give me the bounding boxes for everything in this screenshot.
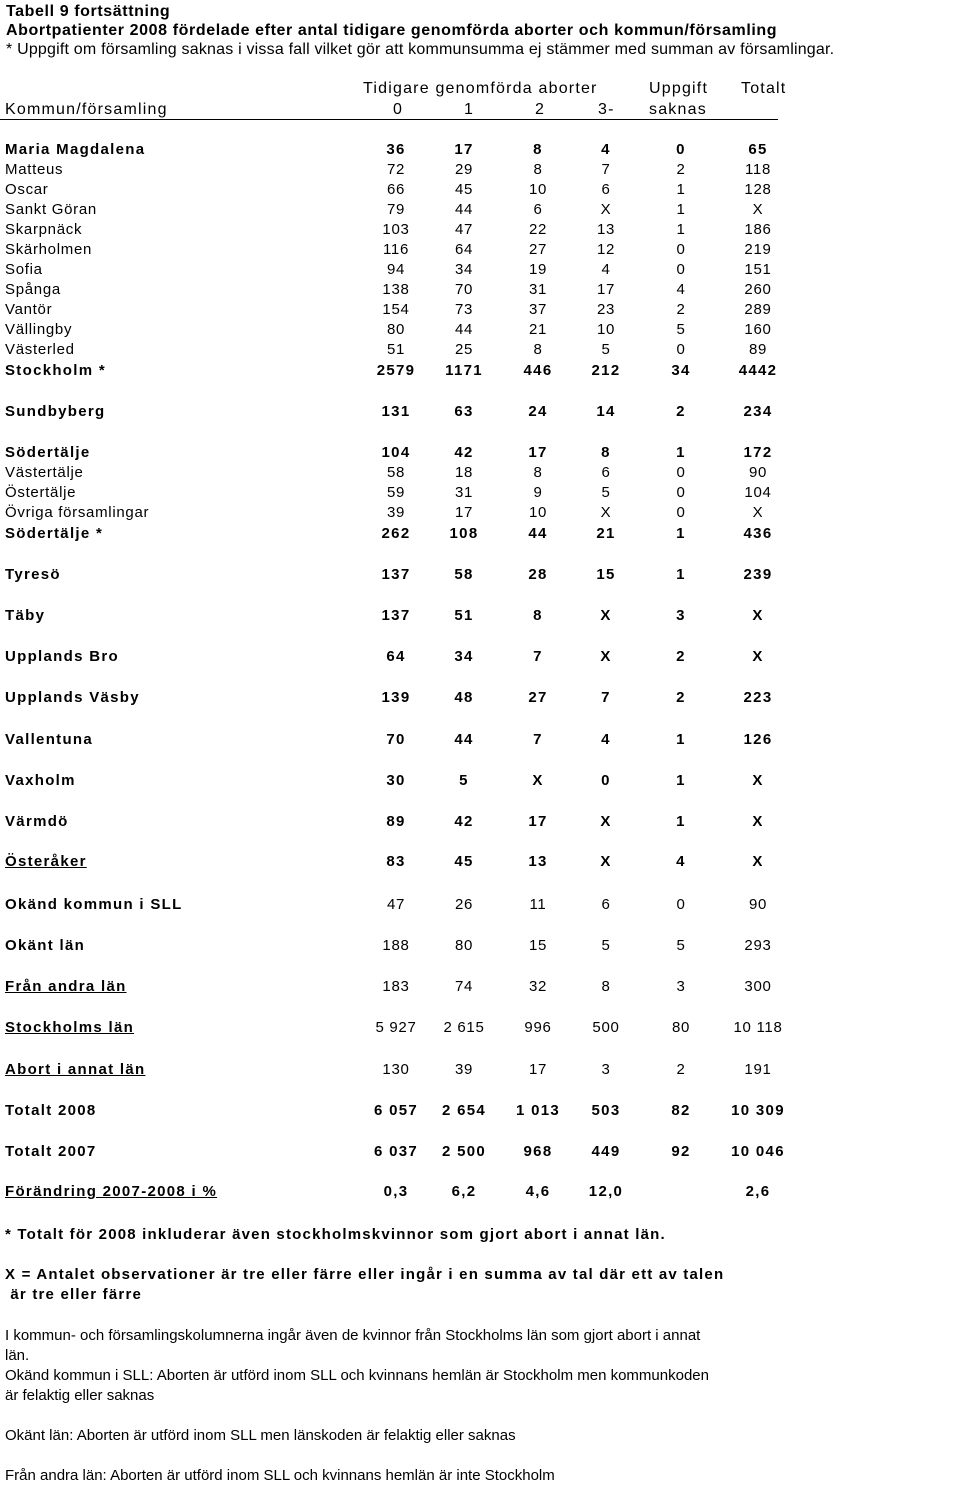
table-cell: 47 (386, 896, 406, 913)
table-note: * Uppgift om församling saknas i vissa fall vilket gör att kommunsumma ej stämmer med summan av församlingar. (6, 41, 835, 58)
row-label: Täby (5, 607, 46, 624)
table-cell: 8 (601, 444, 611, 461)
table-cell: 73 (454, 301, 474, 318)
table-cell: X (600, 504, 612, 521)
table-cell: 7 (533, 648, 543, 665)
table-cell: 0 (676, 464, 686, 481)
table-cell: 51 (386, 341, 406, 358)
table-cell: 137 (381, 607, 411, 624)
column-header-2: 2 (535, 101, 546, 118)
table-row (0, 525, 800, 545)
table-cell: 34 (454, 261, 474, 278)
table-cell: 449 (591, 1143, 621, 1160)
footnote-line: I kommun- och församlingskolumnerna ingår även de kvinnor från Stockholms län som gjort abort i annat (5, 1327, 701, 1344)
table-cell: 74 (454, 978, 474, 995)
footnote-line: Okänt län: Aborten är utförd inom SLL men länskoden är felaktig eller saknas (5, 1427, 516, 1444)
table-cell: 5 (676, 321, 686, 338)
table-cell: 4 (676, 853, 686, 870)
column-group-header: Tidigare genomförda aborter (363, 80, 598, 97)
table-cell: 2 (676, 161, 686, 178)
table-cell: 186 (744, 221, 772, 238)
row-label: Maria Magdalena (5, 141, 146, 158)
table-cell: 44 (454, 201, 474, 218)
table-cell: 139 (381, 689, 411, 706)
row-label: Vantör (5, 301, 53, 318)
table-cell: 31 (528, 281, 548, 298)
footnote-line: Okänd kommun i SLL: Aborten är utförd inom SLL och kvinnans hemlän är Stockholm men kommunkoden (5, 1367, 709, 1384)
column-header-0: 0 (393, 101, 404, 118)
table-cell: 24 (528, 403, 548, 420)
table-cell: 151 (744, 261, 772, 278)
table-cell: 0 (601, 772, 611, 789)
table-cell: 137 (381, 566, 411, 583)
table-row (0, 937, 800, 957)
table-cell: 260 (744, 281, 772, 298)
table-cell: 39 (386, 504, 406, 521)
table-cell: 0 (676, 241, 686, 258)
table-cell: 503 (591, 1102, 621, 1119)
row-label: Stockholms län (5, 1019, 135, 1036)
table-cell: 51 (454, 607, 474, 624)
table-cell: 2 615 (443, 1019, 485, 1036)
table-cell: 1 (676, 201, 686, 218)
table-cell: 4 (601, 261, 611, 278)
table-cell: 1 (676, 444, 686, 461)
column-header-3plus: 3- (598, 101, 615, 118)
table-cell: X (752, 772, 764, 789)
row-label: Okänd kommun i SLL (5, 896, 183, 913)
row-label: Från andra län (5, 978, 127, 995)
column-header-totalt: Totalt (741, 80, 787, 97)
table-cell: 234 (743, 403, 773, 420)
row-label: Förändring 2007-2008 i % (5, 1183, 218, 1200)
table-cell: 103 (382, 221, 410, 238)
table-cell: 42 (454, 444, 474, 461)
table-cell: X (752, 201, 764, 218)
table-cell: 82 (671, 1102, 691, 1119)
table-cell: 15 (528, 937, 548, 954)
table-cell: 1 (676, 566, 686, 583)
table-cell: 8 (601, 978, 611, 995)
table-cell: 1 (676, 813, 686, 830)
table-cell: 436 (743, 525, 773, 542)
table-cell: 3 (676, 978, 686, 995)
table-cell: 4 (601, 141, 611, 158)
table-cell: 64 (386, 648, 406, 665)
table-cell: 15 (596, 566, 616, 583)
table-cell: 5 (601, 484, 611, 501)
row-label: Skarpnäck (5, 221, 83, 238)
table-cell: 44 (528, 525, 548, 542)
table-cell: 9 (533, 484, 543, 501)
table-cell: X (600, 813, 612, 830)
table-row (0, 731, 800, 751)
table-cell: 18 (454, 464, 474, 481)
table-cell: 2 (676, 648, 686, 665)
table-row (0, 566, 800, 586)
table-cell: 6 (533, 201, 543, 218)
table-cell: 29 (454, 161, 474, 178)
table-row (0, 241, 800, 261)
table-row (0, 321, 800, 341)
table-cell: 10 (528, 504, 548, 521)
row-label: Okänt län (5, 937, 86, 954)
table-cell: 2 (676, 1061, 686, 1078)
table-cell: 6 (601, 464, 611, 481)
table-cell: 128 (744, 181, 772, 198)
table-cell: 94 (386, 261, 406, 278)
table-cell: 10 (596, 321, 616, 338)
table-row (0, 1019, 800, 1039)
table-cell: 59 (386, 484, 406, 501)
table-cell: 0 (676, 896, 686, 913)
table-cell: 28 (528, 566, 548, 583)
table-cell: 12,0 (588, 1183, 624, 1200)
table-cell: 8 (533, 464, 543, 481)
table-cell: 8 (533, 161, 543, 178)
table-cell: 6 057 (373, 1102, 419, 1119)
row-label: Västerled (5, 341, 75, 358)
table-row (0, 444, 800, 464)
footnote-line: Från andra län: Aborten är utförd inom SLL och kvinnans hemlän är inte Stockholm (5, 1467, 555, 1484)
table-cell: 4 (601, 731, 611, 748)
footnote-line: län. (5, 1347, 30, 1364)
header-rule (0, 119, 778, 120)
table-cell: 89 (386, 813, 406, 830)
table-cell: 83 (386, 853, 406, 870)
row-label: Vallentuna (5, 731, 94, 748)
table-cell: 126 (743, 731, 773, 748)
table-cell: 0 (676, 341, 686, 358)
table-cell: 0 (676, 484, 686, 501)
table-cell: 32 (528, 978, 548, 995)
row-label: Vällingby (5, 321, 73, 338)
table-cell: 65 (748, 141, 768, 158)
table-cell: 212 (591, 362, 621, 379)
row-label: Sundbyberg (5, 403, 106, 420)
table-cell: 0 (676, 261, 686, 278)
table-cell: 2 500 (441, 1143, 487, 1160)
table-cell: 131 (381, 403, 411, 420)
table-cell: 11 (529, 896, 547, 913)
row-label: Österåker (5, 853, 87, 870)
table-row (0, 301, 800, 321)
table-cell: 8 (533, 141, 543, 158)
table-cell: 64 (454, 241, 474, 258)
table-cell: 968 (523, 1143, 553, 1160)
table-cell: 191 (744, 1061, 772, 1078)
table-cell: 2 (676, 301, 686, 318)
table-cell: 36 (386, 141, 406, 158)
table-cell: 293 (744, 937, 772, 954)
row-label: Skärholmen (5, 241, 93, 258)
table-row (0, 362, 800, 382)
table-cell: 12 (596, 241, 616, 258)
table-cell: 4,6 (525, 1183, 551, 1200)
table-cell: 34 (454, 648, 474, 665)
table-cell: 10 118 (733, 1019, 783, 1036)
row-label: Matteus (5, 161, 64, 178)
table-cell: 1 (676, 181, 686, 198)
table-cell: 2 654 (441, 1102, 487, 1119)
table-cell: 300 (744, 978, 772, 995)
table-row (0, 221, 800, 241)
table-cell: 79 (386, 201, 406, 218)
footnote-line: * Totalt för 2008 inkluderar även stockholmskvinnor som gjort abort i annat län. (5, 1226, 666, 1243)
table-cell: 6 (601, 896, 611, 913)
table-cell: 17 (454, 504, 474, 521)
table-row (0, 403, 800, 423)
table-cell: 80 (454, 937, 474, 954)
table-row (0, 281, 800, 301)
row-label: Spånga (5, 281, 61, 298)
table-cell: 37 (528, 301, 548, 318)
table-cell: X (752, 607, 764, 624)
table-cell: 17 (528, 1061, 548, 1078)
table-cell: 23 (596, 301, 616, 318)
table-cell: 42 (454, 813, 474, 830)
table-row (0, 201, 800, 221)
column-header-saknas: saknas (649, 101, 707, 118)
table-cell: 8 (533, 341, 543, 358)
table-row (0, 896, 800, 916)
table-cell: 19 (528, 261, 548, 278)
row-label: Södertälje (5, 444, 91, 461)
table-cell: 1 (676, 731, 686, 748)
table-cell: X (600, 853, 612, 870)
table-cell: 26 (454, 896, 474, 913)
table-cell: 58 (386, 464, 406, 481)
table-cell: 89 (748, 341, 768, 358)
table-row (0, 689, 800, 709)
table-cell: 80 (386, 321, 406, 338)
table-cell: 0 (676, 141, 686, 158)
table-cell: 47 (454, 221, 474, 238)
table-cell: 5 (676, 937, 686, 954)
column-header-1: 1 (464, 101, 475, 118)
table-cell: X (752, 853, 764, 870)
table-cell: 72 (386, 161, 406, 178)
table-cell: 5 (601, 341, 611, 358)
table-title: Tabell 9 fortsättning (6, 3, 171, 20)
table-cell: 5 (459, 772, 469, 789)
table-cell: 30 (386, 772, 406, 789)
table-cell: 44 (454, 321, 474, 338)
table-cell: 219 (744, 241, 772, 258)
table-cell: 118 (744, 161, 771, 178)
table-cell: 4 (676, 281, 686, 298)
table-row (0, 1183, 800, 1203)
row-label: Vaxholm (5, 772, 76, 789)
table-cell: 5 927 (375, 1019, 417, 1036)
table-cell: X (600, 201, 612, 218)
table-cell: X (600, 607, 612, 624)
table-cell: 90 (748, 896, 768, 913)
row-label: Abort i annat län (5, 1061, 146, 1078)
table-cell: 223 (743, 689, 773, 706)
table-cell: 0 (676, 504, 686, 521)
table-row (0, 341, 800, 361)
table-row (0, 141, 800, 161)
table-cell: 34 (671, 362, 691, 379)
table-row (0, 484, 800, 504)
table-cell: 8 (533, 607, 543, 624)
row-label: Oscar (5, 181, 49, 198)
table-cell: 0,3 (383, 1183, 409, 1200)
row-label: Övriga församlingar (5, 504, 150, 521)
table-cell: 1 013 (515, 1102, 561, 1119)
table-cell: 17 (454, 141, 474, 158)
table-cell: 27 (528, 689, 548, 706)
table-cell: 70 (386, 731, 406, 748)
row-label: Östertälje (5, 484, 77, 501)
table-cell: 70 (454, 281, 474, 298)
row-label: Totalt 2007 (5, 1143, 97, 1160)
row-label: Stockholm * (5, 362, 106, 379)
table-cell: 183 (382, 978, 410, 995)
table-cell: 1171 (445, 362, 483, 379)
table-cell: 14 (596, 403, 616, 420)
row-label: Upplands Väsby (5, 689, 140, 706)
table-cell: 2579 (376, 362, 416, 379)
table-cell: 1 (676, 221, 686, 238)
table-cell: 130 (382, 1061, 410, 1078)
table-row (0, 648, 800, 668)
table-row (0, 464, 800, 484)
table-cell: 6 037 (373, 1143, 419, 1160)
table-cell: 58 (454, 566, 474, 583)
table-cell: 10 046 (731, 1143, 785, 1160)
row-label: Sankt Göran (5, 201, 97, 218)
table-cell: X (600, 648, 612, 665)
table-row (0, 1061, 800, 1081)
table-row (0, 261, 800, 281)
table-cell: 239 (743, 566, 773, 583)
table-cell: 2,6 (745, 1183, 771, 1200)
footnote-line: är felaktig eller saknas (5, 1387, 155, 1404)
table-cell: 31 (454, 484, 474, 501)
table-cell: 138 (382, 281, 410, 298)
row-label: Västertälje (5, 464, 84, 481)
table-row (0, 813, 800, 833)
table-cell: 446 (523, 362, 553, 379)
table-cell: 7 (601, 161, 611, 178)
table-row (0, 181, 800, 201)
table-cell: 188 (382, 937, 410, 954)
table-cell: X (752, 648, 764, 665)
table-cell: 108 (449, 525, 479, 542)
table-cell: 22 (528, 221, 548, 238)
table-cell: 45 (454, 181, 474, 198)
column-header-uppgift: Uppgift (649, 80, 709, 97)
footnote-line: X = Antalet observationer är tre eller färre eller ingår i en summa av tal där ett av talen (5, 1266, 725, 1283)
table-cell: 172 (743, 444, 773, 461)
footnote-line: är tre eller färre (5, 1286, 143, 1303)
table-cell: 4442 (738, 362, 778, 379)
table-cell: 7 (533, 731, 543, 748)
table-cell: 90 (748, 464, 768, 481)
table-cell: 17 (528, 813, 548, 830)
table-row (0, 504, 800, 524)
table-cell: 13 (596, 221, 616, 238)
table-subtitle: Abortpatienter 2008 fördelade efter antal tidigare genomförda aborter och kommun/församling (6, 22, 778, 39)
table-cell: 39 (454, 1061, 474, 1078)
table-cell: X (752, 813, 764, 830)
table-cell: 3 (601, 1061, 611, 1078)
table-cell: 104 (744, 484, 772, 501)
row-label: Upplands Bro (5, 648, 119, 665)
table-cell: 116 (382, 241, 409, 258)
row-label: Södertälje * (5, 525, 104, 542)
table-row (0, 853, 800, 873)
table-cell: 1 (676, 525, 686, 542)
table-cell: 104 (381, 444, 411, 461)
row-label: Tyresö (5, 566, 61, 583)
table-cell: 3 (676, 607, 686, 624)
table-cell: 10 309 (731, 1102, 785, 1119)
table-row (0, 161, 800, 181)
table-cell: 10 (528, 181, 548, 198)
table-cell: 1 (676, 772, 686, 789)
row-label: Totalt 2008 (5, 1102, 97, 1119)
table-cell: 21 (528, 321, 548, 338)
table-cell: 63 (454, 403, 474, 420)
table-cell: X (752, 504, 764, 521)
table-cell: 44 (454, 731, 474, 748)
table-cell: 80 (671, 1019, 691, 1036)
table-cell: 5 (601, 937, 611, 954)
table-row (0, 607, 800, 627)
table-cell: 500 (592, 1019, 620, 1036)
table-cell: 996 (524, 1019, 552, 1036)
table-cell: 25 (454, 341, 474, 358)
table-cell: 92 (671, 1143, 691, 1160)
table-cell: 27 (528, 241, 548, 258)
table-cell: 160 (744, 321, 772, 338)
table-row (0, 1143, 800, 1163)
table-cell: 17 (528, 444, 548, 461)
table-cell: 66 (386, 181, 406, 198)
table-cell: X (532, 772, 544, 789)
table-row (0, 1102, 800, 1122)
table-cell: 21 (596, 525, 616, 542)
table-cell: 154 (382, 301, 410, 318)
table-row (0, 978, 800, 998)
table-cell: 6,2 (451, 1183, 477, 1200)
table-cell: 17 (596, 281, 616, 298)
table-cell: 13 (528, 853, 548, 870)
table-cell: 48 (454, 689, 474, 706)
row-label: Sofia (5, 261, 43, 278)
table-cell: 45 (454, 853, 474, 870)
table-cell: 289 (744, 301, 772, 318)
table-cell: 7 (601, 689, 611, 706)
table-row (0, 772, 800, 792)
column-header-kommun: Kommun/församling (5, 101, 168, 118)
table-cell: 2 (676, 689, 686, 706)
row-label: Värmdö (5, 813, 69, 830)
table-cell: 6 (601, 181, 611, 198)
table-cell: 262 (381, 525, 411, 542)
table-cell: 2 (676, 403, 686, 420)
